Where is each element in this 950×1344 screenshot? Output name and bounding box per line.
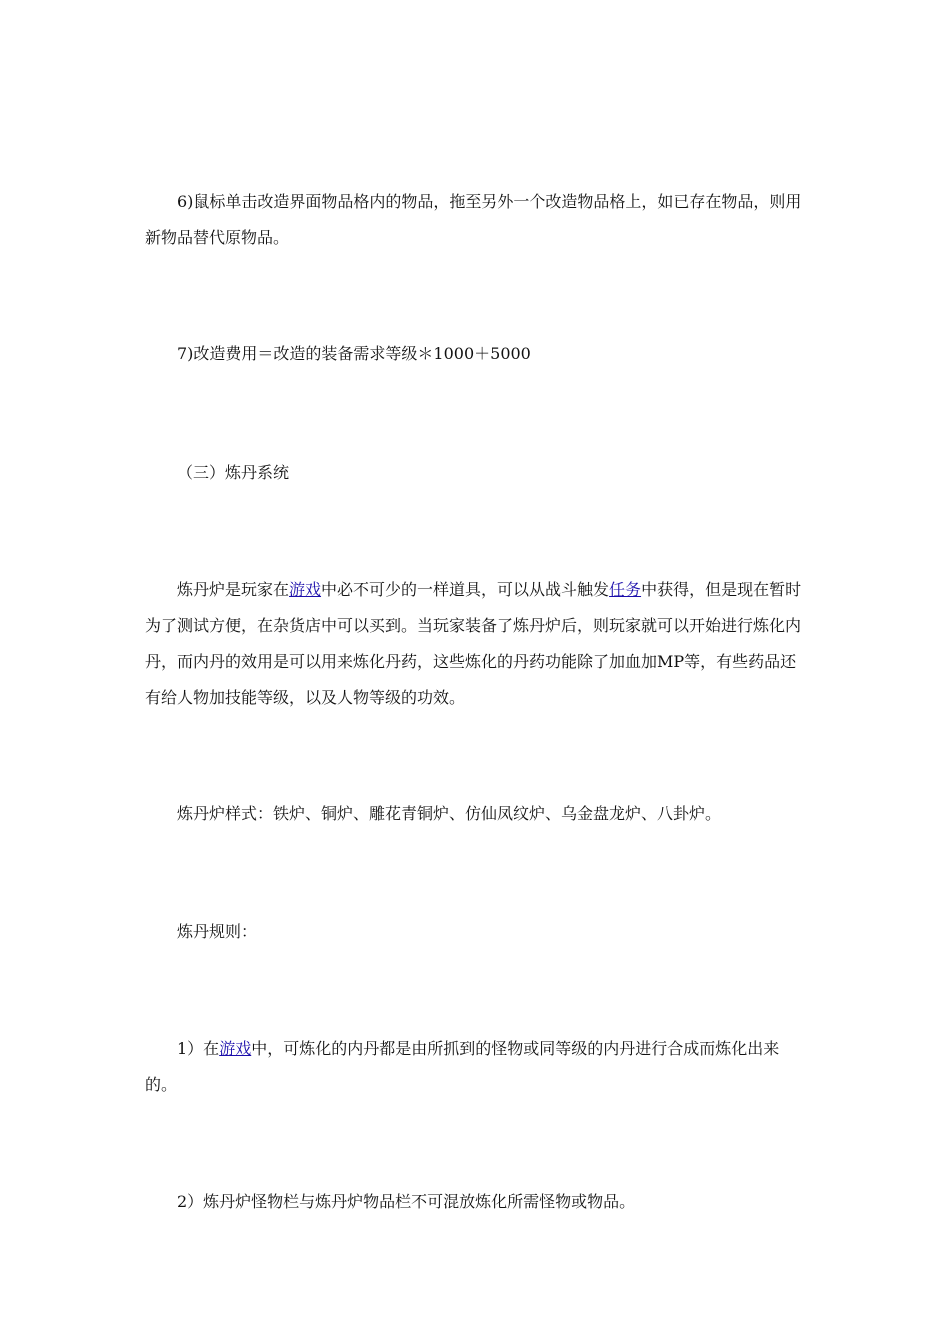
- link-task[interactable]: 任务: [609, 580, 642, 599]
- paragraph-item-6: 6)鼠标单击改造界面物品格内的物品，拖至另外一个改造物品格上，如已存在物品，则用新物品替代原物品。: [145, 192, 802, 247]
- paragraph-rule-1: [145, 1031, 810, 1103]
- link-game[interactable]: 游戏: [289, 580, 322, 599]
- intro-text-2: 中必不可少的一样道具，可以从战斗触发: [321, 580, 610, 599]
- rule1-text-2: 中，可炼化的内丹都是由所抓到的怪物或同等级的内丹进行合成而炼化出来的。: [145, 1039, 780, 1094]
- link-game-rule1[interactable]: 游戏: [219, 1039, 252, 1058]
- paragraph-intro: [145, 572, 810, 716]
- paragraph-furnace-styles: 炼丹炉样式：铁炉、铜炉、雕花青铜炉、仿仙凤纹炉、乌金盘龙炉、八卦炉。: [177, 804, 722, 823]
- rules-title: 炼丹规则：: [177, 922, 258, 941]
- paragraph-item-7: 7)改造费用＝改造的装备需求等级＊1000＋5000: [177, 344, 531, 363]
- section-title: （三）炼丹系统: [177, 463, 290, 482]
- intro-text-3: 中获得，但是现在暂时为了测试方便，在杂货店中可以买到。当玩家装备了炼丹炉后，则玩家就可以开始进行炼化内丹，而内丹的效用是可以用来炼化丹药，这些炼化的丹药功能除了加血加MP等，有些药品还有给人物加技能等级，以及人物等级的功效。: [145, 580, 802, 707]
- paragraph-rule-2: 2）炼丹炉怪物栏与炼丹炉物品栏不可混放炼化所需怪物或物品。: [177, 1192, 636, 1211]
- intro-text-1: 炼丹炉是玩家在: [177, 580, 290, 599]
- rule1-text-1: 1）在: [177, 1039, 220, 1058]
